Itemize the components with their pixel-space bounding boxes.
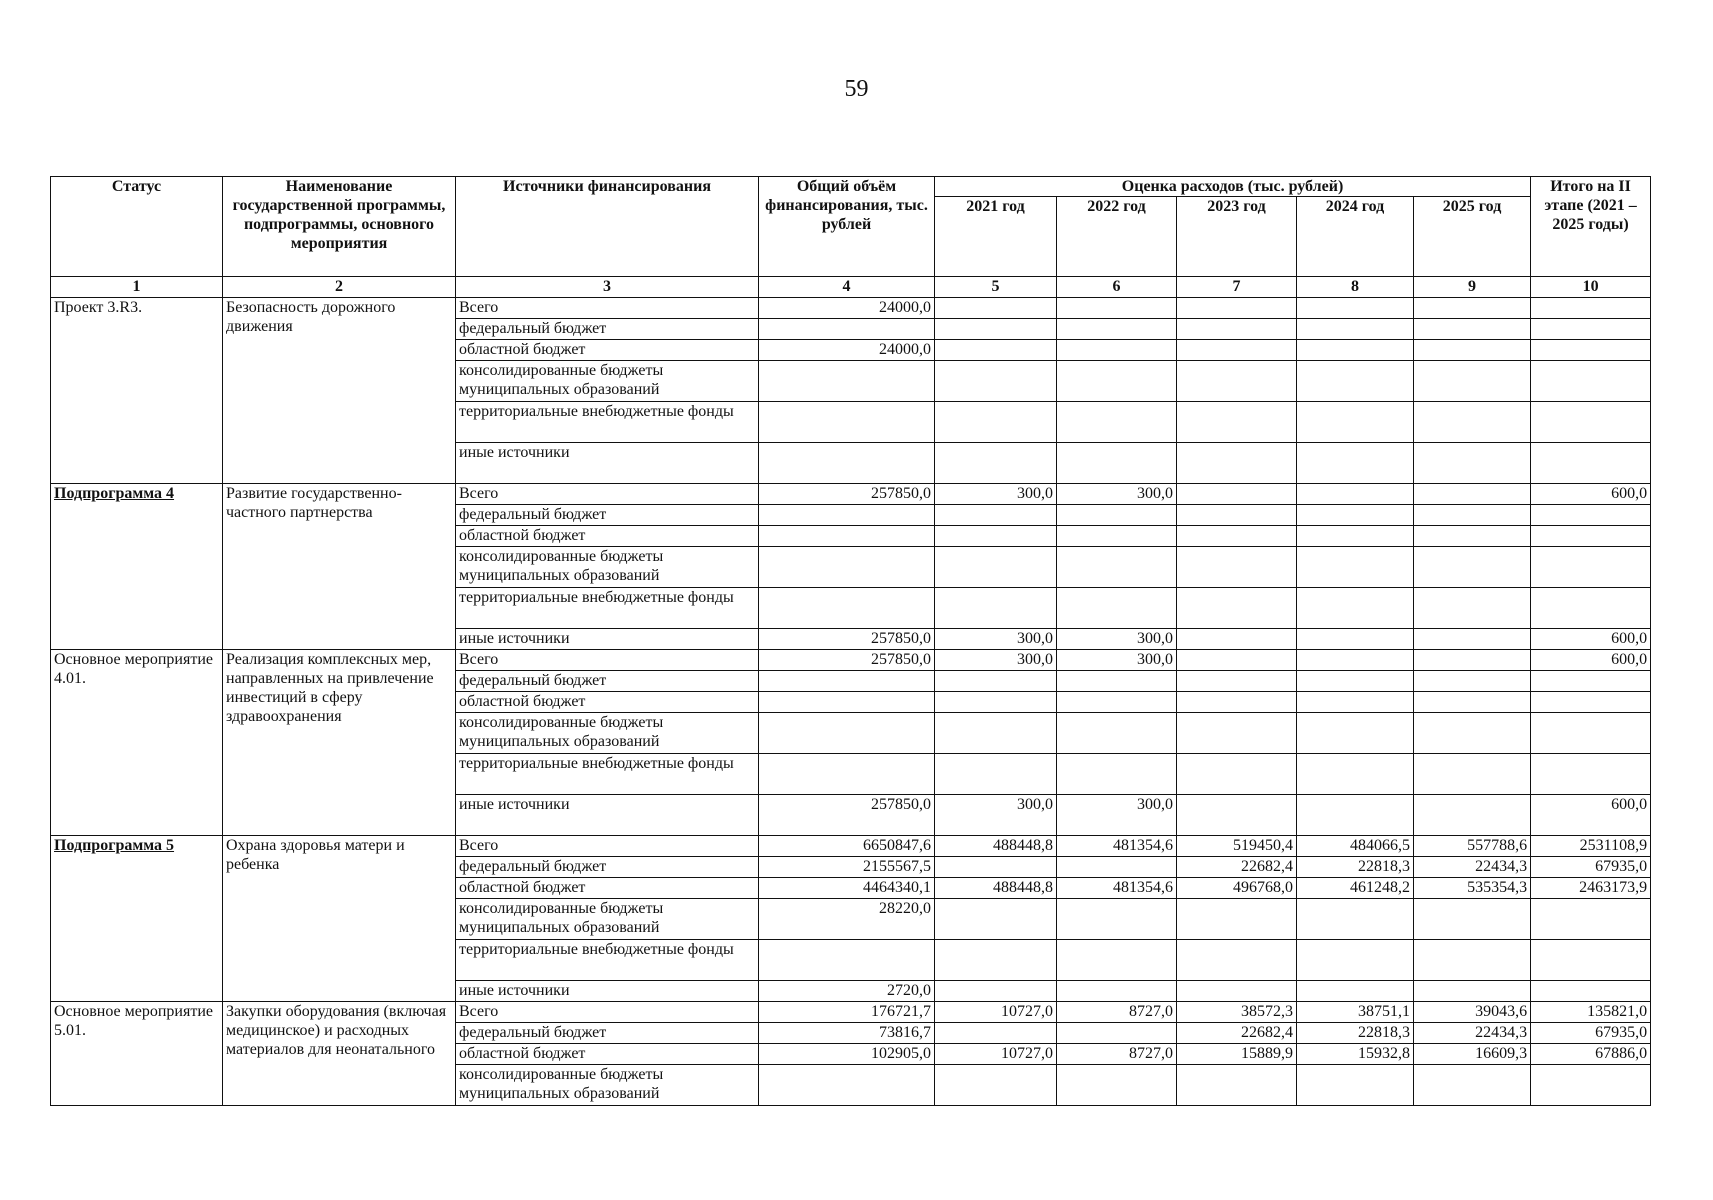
header-sources: Источники финансирования xyxy=(456,177,759,277)
program-name-cell: Развитие государственно-частного партнерства xyxy=(223,484,456,650)
stage-total-cell: 600,0 xyxy=(1531,795,1651,836)
year-2022-cell: 8727,0 xyxy=(1057,1044,1177,1065)
source-cell: Всего xyxy=(456,650,759,671)
year-2024-cell xyxy=(1297,340,1414,361)
source-cell: консолидированные бюджеты муниципальных образований xyxy=(456,713,759,754)
year-2022-cell xyxy=(1057,671,1177,692)
stage-total-cell xyxy=(1531,361,1651,402)
header-estimate: Оценка расходов (тыс. рублей) xyxy=(935,177,1531,197)
total-cell xyxy=(759,319,935,340)
year-2025-cell xyxy=(1414,629,1531,650)
source-cell: областной бюджет xyxy=(456,1044,759,1065)
year-2021-cell xyxy=(935,1065,1057,1106)
column-numbers-row xyxy=(51,277,1651,298)
year-2023-cell xyxy=(1177,940,1297,981)
column-number: 7 xyxy=(1177,277,1297,298)
source-cell: территориальные внебюджетные фонды xyxy=(456,754,759,795)
status-cell xyxy=(51,1002,223,1106)
year-2025-cell xyxy=(1414,319,1531,340)
column-number: 2 xyxy=(223,277,456,298)
year-2024-cell: 22818,3 xyxy=(1297,1023,1414,1044)
year-2021-cell: 488448,8 xyxy=(935,878,1057,899)
total-cell xyxy=(759,713,935,754)
source-cell: территориальные внебюджетные фонды xyxy=(456,588,759,629)
source-cell: территориальные внебюджетные фонды xyxy=(456,940,759,981)
year-2021-cell xyxy=(935,319,1057,340)
year-2023-cell xyxy=(1177,526,1297,547)
year-2022-cell: 481354,6 xyxy=(1057,878,1177,899)
year-2021-cell xyxy=(935,443,1057,484)
year-2025-cell xyxy=(1414,650,1531,671)
stage-total-cell xyxy=(1531,754,1651,795)
source-cell: иные источники xyxy=(456,795,759,836)
stage-total-cell: 600,0 xyxy=(1531,629,1651,650)
year-2024-cell xyxy=(1297,319,1414,340)
year-2022-cell xyxy=(1057,981,1177,1002)
source-cell: областной бюджет xyxy=(456,878,759,899)
total-cell xyxy=(759,754,935,795)
column-number: 6 xyxy=(1057,277,1177,298)
year-2022-cell xyxy=(1057,713,1177,754)
header-year: 2021 год xyxy=(935,197,1057,277)
year-2025-cell xyxy=(1414,443,1531,484)
stage-total-cell: 2463173,9 xyxy=(1531,878,1651,899)
stage-total-cell xyxy=(1531,981,1651,1002)
year-2023-cell xyxy=(1177,981,1297,1002)
stage-total-cell xyxy=(1531,298,1651,319)
year-2022-cell xyxy=(1057,1065,1177,1106)
year-2024-cell xyxy=(1297,361,1414,402)
stage-total-cell: 2531108,9 xyxy=(1531,836,1651,857)
year-2022-cell xyxy=(1057,547,1177,588)
year-2025-cell xyxy=(1414,340,1531,361)
column-number: 8 xyxy=(1297,277,1414,298)
source-cell: консолидированные бюджеты муниципальных образований xyxy=(456,899,759,940)
stage-total-cell xyxy=(1531,547,1651,588)
stage-total-cell xyxy=(1531,505,1651,526)
year-2025-cell xyxy=(1414,754,1531,795)
stage-total-cell xyxy=(1531,899,1651,940)
source-cell: федеральный бюджет xyxy=(456,857,759,878)
status-label: Основное мероприятие 4.01. xyxy=(54,651,213,687)
year-2022-cell: 300,0 xyxy=(1057,629,1177,650)
year-2024-cell xyxy=(1297,671,1414,692)
source-cell: областной бюджет xyxy=(456,692,759,713)
year-2022-cell xyxy=(1057,692,1177,713)
year-2021-cell: 300,0 xyxy=(935,484,1057,505)
stage-total-cell: 67886,0 xyxy=(1531,1044,1651,1065)
year-2022-cell xyxy=(1057,588,1177,629)
year-2021-cell: 300,0 xyxy=(935,650,1057,671)
year-2025-cell xyxy=(1414,713,1531,754)
status-cell xyxy=(51,298,223,484)
year-2021-cell xyxy=(935,981,1057,1002)
year-2024-cell xyxy=(1297,629,1414,650)
year-2022-cell xyxy=(1057,340,1177,361)
year-2025-cell: 535354,3 xyxy=(1414,878,1531,899)
stage-total-cell xyxy=(1531,526,1651,547)
stage-total-cell xyxy=(1531,443,1651,484)
year-2021-cell xyxy=(935,505,1057,526)
year-2023-cell xyxy=(1177,1065,1297,1106)
year-2024-cell: 38751,1 xyxy=(1297,1002,1414,1023)
stage-total-cell: 67935,0 xyxy=(1531,1023,1651,1044)
header-year: 2024 год xyxy=(1297,197,1414,277)
total-cell: 2155567,5 xyxy=(759,857,935,878)
year-2025-cell xyxy=(1414,1065,1531,1106)
source-cell: областной бюджет xyxy=(456,526,759,547)
page-number: 59 xyxy=(844,76,869,102)
year-2025-cell: 22434,3 xyxy=(1414,1023,1531,1044)
program-name-cell: Закупки оборудования (включая медицинское) и расходных материалов для неонатального xyxy=(223,1002,456,1106)
year-2024-cell xyxy=(1297,981,1414,1002)
year-2021-cell xyxy=(935,402,1057,443)
year-2022-cell xyxy=(1057,319,1177,340)
stage-total-cell xyxy=(1531,340,1651,361)
year-2025-cell: 557788,6 xyxy=(1414,836,1531,857)
year-2023-cell: 496768,0 xyxy=(1177,878,1297,899)
total-cell xyxy=(759,692,935,713)
year-2023-cell: 15889,9 xyxy=(1177,1044,1297,1065)
year-2023-cell xyxy=(1177,402,1297,443)
header-name: Наименование государственной программы, подпрограммы, основного мероприятия xyxy=(223,177,456,277)
year-2024-cell: 484066,5 xyxy=(1297,836,1414,857)
source-cell: консолидированные бюджеты муниципальных образований xyxy=(456,1065,759,1106)
stage-total-cell xyxy=(1531,402,1651,443)
year-2021-cell xyxy=(935,340,1057,361)
year-2023-cell xyxy=(1177,692,1297,713)
year-2025-cell xyxy=(1414,298,1531,319)
year-2023-cell xyxy=(1177,713,1297,754)
year-2023-cell xyxy=(1177,899,1297,940)
year-2023-cell: 38572,3 xyxy=(1177,1002,1297,1023)
source-cell: иные источники xyxy=(456,981,759,1002)
year-2025-cell xyxy=(1414,981,1531,1002)
status-label: Подпрограмма 4 xyxy=(54,485,175,502)
source-cell: территориальные внебюджетные фонды xyxy=(456,402,759,443)
source-cell: консолидированные бюджеты муниципальных образований xyxy=(456,547,759,588)
year-2024-cell xyxy=(1297,547,1414,588)
table-body xyxy=(51,298,1651,1106)
source-cell: федеральный бюджет xyxy=(456,671,759,692)
year-2025-cell: 16609,3 xyxy=(1414,1044,1531,1065)
year-2025-cell xyxy=(1414,795,1531,836)
column-number: 5 xyxy=(935,277,1057,298)
source-cell: федеральный бюджет xyxy=(456,1023,759,1044)
year-2024-cell: 22818,3 xyxy=(1297,857,1414,878)
table-row xyxy=(51,650,1651,671)
year-2024-cell xyxy=(1297,443,1414,484)
year-2024-cell xyxy=(1297,298,1414,319)
total-cell: 4464340,1 xyxy=(759,878,935,899)
year-2021-cell xyxy=(935,754,1057,795)
year-2023-cell xyxy=(1177,484,1297,505)
year-2021-cell xyxy=(935,361,1057,402)
year-2021-cell xyxy=(935,940,1057,981)
year-2023-cell xyxy=(1177,629,1297,650)
year-2022-cell xyxy=(1057,940,1177,981)
header-stage-total: Итого на II этапе (2021 – 2025 годы) xyxy=(1531,177,1651,277)
year-2022-cell xyxy=(1057,298,1177,319)
total-cell: 73816,7 xyxy=(759,1023,935,1044)
total-cell xyxy=(759,402,935,443)
year-2025-cell: 39043,6 xyxy=(1414,1002,1531,1023)
year-2021-cell: 10727,0 xyxy=(935,1002,1057,1023)
stage-total-cell: 67935,0 xyxy=(1531,857,1651,878)
funding-table xyxy=(50,176,1651,1106)
year-2023-cell xyxy=(1177,588,1297,629)
stage-total-cell xyxy=(1531,588,1651,629)
year-2024-cell xyxy=(1297,484,1414,505)
total-cell: 257850,0 xyxy=(759,484,935,505)
source-cell: федеральный бюджет xyxy=(456,505,759,526)
source-cell: консолидированные бюджеты муниципальных образований xyxy=(456,361,759,402)
total-cell xyxy=(759,940,935,981)
total-cell: 176721,7 xyxy=(759,1002,935,1023)
year-2023-cell xyxy=(1177,505,1297,526)
header-total: Общий объём финансирования, тыс. рублей xyxy=(759,177,935,277)
stage-total-cell xyxy=(1531,940,1651,981)
year-2024-cell xyxy=(1297,1065,1414,1106)
year-2023-cell xyxy=(1177,671,1297,692)
year-2022-cell xyxy=(1057,526,1177,547)
year-2024-cell xyxy=(1297,505,1414,526)
year-2022-cell xyxy=(1057,361,1177,402)
year-2024-cell xyxy=(1297,692,1414,713)
year-2022-cell: 300,0 xyxy=(1057,650,1177,671)
stage-total-cell xyxy=(1531,319,1651,340)
source-cell: Всего xyxy=(456,836,759,857)
year-2021-cell: 300,0 xyxy=(935,629,1057,650)
program-name-cell: Охрана здоровья матери и ребенка xyxy=(223,836,456,1002)
year-2025-cell xyxy=(1414,588,1531,629)
year-2025-cell xyxy=(1414,547,1531,588)
year-2024-cell xyxy=(1297,795,1414,836)
status-label: Основное мероприятие 5.01. xyxy=(54,1003,213,1039)
total-cell xyxy=(759,588,935,629)
year-2021-cell xyxy=(935,547,1057,588)
year-2023-cell xyxy=(1177,650,1297,671)
column-number: 10 xyxy=(1531,277,1651,298)
year-2023-cell: 22682,4 xyxy=(1177,1023,1297,1044)
total-cell: 24000,0 xyxy=(759,298,935,319)
status-cell xyxy=(51,650,223,836)
year-2022-cell: 300,0 xyxy=(1057,795,1177,836)
table-header xyxy=(51,177,1651,298)
year-2021-cell xyxy=(935,692,1057,713)
program-name-cell: Реализация комплексных мер, направленных на привлечение инвестиций в сферу здравоохранения xyxy=(223,650,456,836)
year-2025-cell xyxy=(1414,484,1531,505)
year-2023-cell xyxy=(1177,795,1297,836)
year-2025-cell xyxy=(1414,526,1531,547)
year-2022-cell xyxy=(1057,402,1177,443)
year-2025-cell xyxy=(1414,899,1531,940)
year-2021-cell xyxy=(935,713,1057,754)
year-2022-cell xyxy=(1057,857,1177,878)
year-2023-cell xyxy=(1177,340,1297,361)
year-2023-cell xyxy=(1177,319,1297,340)
year-2023-cell: 22682,4 xyxy=(1177,857,1297,878)
total-cell xyxy=(759,443,935,484)
year-2022-cell: 8727,0 xyxy=(1057,1002,1177,1023)
total-cell xyxy=(759,671,935,692)
year-2023-cell xyxy=(1177,754,1297,795)
year-2021-cell: 10727,0 xyxy=(935,1044,1057,1065)
year-2025-cell xyxy=(1414,505,1531,526)
header-status: Статус xyxy=(51,177,223,277)
total-cell xyxy=(759,361,935,402)
year-2021-cell xyxy=(935,526,1057,547)
year-2025-cell: 22434,3 xyxy=(1414,857,1531,878)
header-year: 2023 год xyxy=(1177,197,1297,277)
year-2021-cell xyxy=(935,899,1057,940)
year-2022-cell xyxy=(1057,443,1177,484)
total-cell: 257850,0 xyxy=(759,629,935,650)
year-2024-cell xyxy=(1297,754,1414,795)
table-row xyxy=(51,298,1651,319)
program-name-cell: Безопасность дорожного движения xyxy=(223,298,456,484)
stage-total-cell: 600,0 xyxy=(1531,484,1651,505)
source-cell: федеральный бюджет xyxy=(456,319,759,340)
year-2021-cell xyxy=(935,671,1057,692)
year-2022-cell: 300,0 xyxy=(1057,484,1177,505)
total-cell xyxy=(759,547,935,588)
total-cell: 257850,0 xyxy=(759,795,935,836)
table-row xyxy=(51,1002,1651,1023)
year-2021-cell xyxy=(935,857,1057,878)
total-cell: 102905,0 xyxy=(759,1044,935,1065)
header-year: 2022 год xyxy=(1057,197,1177,277)
total-cell: 2720,0 xyxy=(759,981,935,1002)
year-2025-cell xyxy=(1414,940,1531,981)
total-cell: 6650847,6 xyxy=(759,836,935,857)
source-cell: иные источники xyxy=(456,443,759,484)
year-2023-cell xyxy=(1177,547,1297,588)
year-2024-cell xyxy=(1297,713,1414,754)
table-row xyxy=(51,836,1651,857)
header-year: 2025 год xyxy=(1414,197,1531,277)
year-2024-cell xyxy=(1297,526,1414,547)
year-2025-cell xyxy=(1414,361,1531,402)
year-2022-cell xyxy=(1057,754,1177,795)
year-2022-cell xyxy=(1057,1023,1177,1044)
year-2024-cell xyxy=(1297,402,1414,443)
source-cell: областной бюджет xyxy=(456,340,759,361)
year-2023-cell xyxy=(1177,361,1297,402)
year-2021-cell: 488448,8 xyxy=(935,836,1057,857)
stage-total-cell xyxy=(1531,1065,1651,1106)
stage-total-cell xyxy=(1531,713,1651,754)
status-label: Подпрограмма 5 xyxy=(54,837,175,854)
stage-total-cell xyxy=(1531,671,1651,692)
year-2024-cell xyxy=(1297,588,1414,629)
source-cell: Всего xyxy=(456,484,759,505)
year-2024-cell: 461248,2 xyxy=(1297,878,1414,899)
year-2024-cell xyxy=(1297,650,1414,671)
year-2025-cell xyxy=(1414,692,1531,713)
column-number: 9 xyxy=(1414,277,1531,298)
total-cell: 28220,0 xyxy=(759,899,935,940)
status-cell xyxy=(51,484,223,650)
source-cell: Всего xyxy=(456,1002,759,1023)
year-2025-cell xyxy=(1414,671,1531,692)
year-2022-cell: 481354,6 xyxy=(1057,836,1177,857)
status-label: Проект 3.R3. xyxy=(54,299,143,316)
total-cell xyxy=(759,526,935,547)
year-2024-cell xyxy=(1297,940,1414,981)
stage-total-cell: 135821,0 xyxy=(1531,1002,1651,1023)
year-2021-cell: 300,0 xyxy=(935,795,1057,836)
year-2023-cell: 519450,4 xyxy=(1177,836,1297,857)
total-cell: 257850,0 xyxy=(759,650,935,671)
year-2021-cell xyxy=(935,588,1057,629)
column-number: 4 xyxy=(759,277,935,298)
year-2023-cell xyxy=(1177,443,1297,484)
table-row xyxy=(51,484,1651,505)
stage-total-cell xyxy=(1531,692,1651,713)
year-2022-cell xyxy=(1057,899,1177,940)
column-number: 1 xyxy=(51,277,223,298)
year-2021-cell xyxy=(935,298,1057,319)
total-cell: 24000,0 xyxy=(759,340,935,361)
year-2024-cell: 15932,8 xyxy=(1297,1044,1414,1065)
stage-total-cell: 600,0 xyxy=(1531,650,1651,671)
total-cell xyxy=(759,1065,935,1106)
status-cell xyxy=(51,836,223,1002)
year-2021-cell xyxy=(935,1023,1057,1044)
year-2023-cell xyxy=(1177,298,1297,319)
total-cell xyxy=(759,505,935,526)
source-cell: Всего xyxy=(456,298,759,319)
year-2022-cell xyxy=(1057,505,1177,526)
year-2024-cell xyxy=(1297,899,1414,940)
column-number: 3 xyxy=(456,277,759,298)
source-cell: иные источники xyxy=(456,629,759,650)
year-2025-cell xyxy=(1414,402,1531,443)
